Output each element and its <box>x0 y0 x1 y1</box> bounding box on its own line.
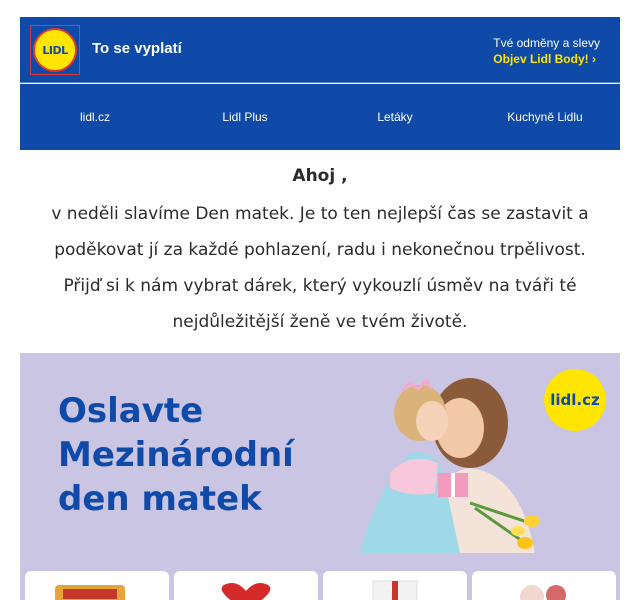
chocolate-product-image <box>25 571 169 600</box>
lidl-logo[interactable] <box>30 25 80 75</box>
greeting: Ahoj , <box>292 166 348 186</box>
tagline: To se vyplatí <box>92 40 182 57</box>
product-strip <box>20 553 620 600</box>
banner-title <box>58 389 294 521</box>
gift-box-product-image <box>323 571 467 600</box>
heart-product-image <box>174 571 318 600</box>
top-nav <box>20 84 620 150</box>
nav-item-lidl-plus[interactable]: Lidl Plus <box>222 110 268 124</box>
intro-message: v neděli slavíme Den matek. Je to ten nejlepší čas se zastavit a poděkovat jí za každé pohlazení, radu i nekonečnou trpělivost. Přijď si k nám vybrat dárek, který vykouzlí úsměv na tváři té nejdůležitější ženě ve tvém životě. <box>51 204 589 332</box>
logo-text: LIDL <box>42 43 68 57</box>
nav-item-letaky[interactable]: Letáky <box>377 110 413 124</box>
rewards-link[interactable] <box>493 35 600 67</box>
nav-item-lidl-cz[interactable]: lidl.cz <box>79 110 110 124</box>
mother-daughter-photo <box>320 353 540 553</box>
product-card[interactable] <box>174 571 318 600</box>
cosmetics-product-image <box>472 571 616 600</box>
banner-title-line1: Oslavte <box>58 391 204 431</box>
banner-title-line2: Mezinárodní <box>58 435 294 475</box>
email-header <box>20 17 620 83</box>
product-card[interactable] <box>25 571 169 600</box>
rewards-line1: Tvé odměny a slevy <box>493 36 600 50</box>
lidl-cz-badge <box>544 369 606 431</box>
nav-item-kuchyne-lidlu[interactable]: Kuchyně Lidlu <box>507 110 583 124</box>
banner-title-line3: den matek <box>58 479 262 519</box>
lidl-logo-icon <box>33 28 77 72</box>
product-card[interactable] <box>472 571 616 600</box>
mothers-day-banner[interactable] <box>20 353 620 553</box>
rewards-cta[interactable]: Objev Lidl Body! › <box>493 52 596 66</box>
product-card[interactable] <box>323 571 467 600</box>
badge-text: lidl.cz <box>550 391 600 409</box>
